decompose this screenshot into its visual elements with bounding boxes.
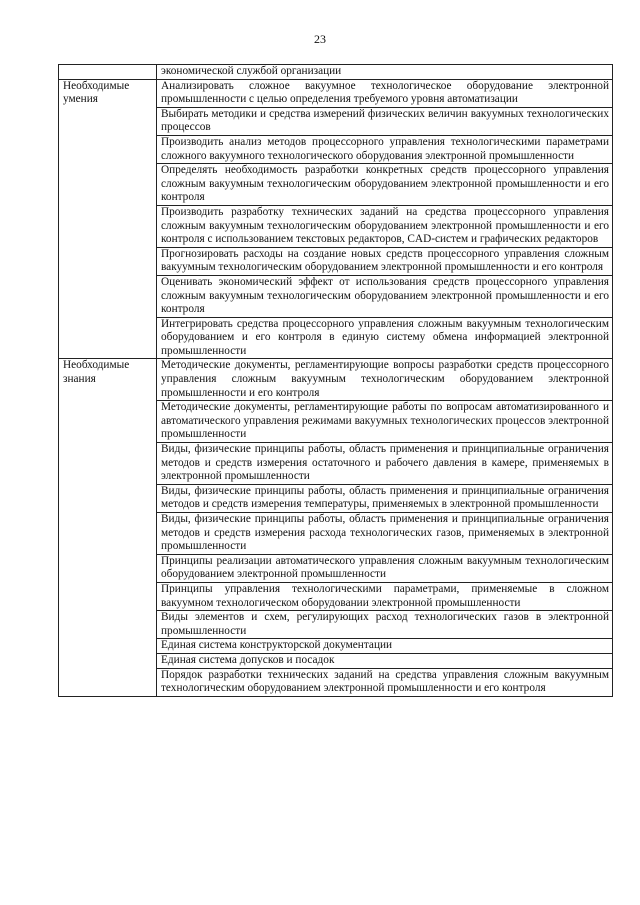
knowledge-item: Виды, физические принципы работы, область применения и принципиальные ограничения методов и средств измерения расхода технологических газов, применяемых в электронной промышленности [157, 513, 613, 555]
knowledge-item: Виды, физические принципы работы, область применения и принципиальные ограничения методов и средств измерения температуры, применяемых в электронной промышленности [157, 484, 613, 512]
section-label-skills: Необходимые умения [59, 79, 157, 359]
skill-item: Производить разработку технических заданий на средства процессорного управления сложным вакуумным технологическим оборудованием электронной промышленности и его контроля с использованием текстовых редакторов, CAD-систем и графических редакторов [157, 205, 613, 247]
table-row [59, 65, 613, 80]
competency-table [58, 64, 613, 697]
knowledge-item: Виды элементов и схем, регулирующих расход технологических газов в электронной промышленности [157, 611, 613, 639]
skill-item: Производить анализ методов процессорного управления технологическими параметрами сложного вакуумного технологического оборудования электронной промышленности [157, 135, 613, 163]
table-row [59, 359, 613, 401]
empty-label-cell [59, 65, 157, 80]
skill-item: Оценивать экономический эффект от использования средств процессорного управления сложным вакуумным технологическим оборудованием электронной промышленности и его контроля [157, 275, 613, 317]
skill-item: Определять необходимость разработки конкретных средств процессорного управления сложным вакуумным технологическим оборудованием электронной промышленности и его контроля [157, 164, 613, 206]
knowledge-item: Принципы реализации автоматического управления сложным вакуумным технологическим оборудованием электронной промышленности [157, 554, 613, 582]
knowledge-item: Виды, физические принципы работы, область применения и принципиальные ограничения методов и средств измерения остаточного и рабочего давления в камере, применяемых в электронной промышленности [157, 443, 613, 485]
page-number: 23 [314, 32, 326, 46]
table-row [59, 79, 613, 107]
knowledge-item: Единая система допусков и посадок [157, 653, 613, 668]
knowledge-item: Методические документы, регламентирующие работы по вопросам автоматизированного и автоматического управления режимами вакуумных технологических процессов электронной промышленности [157, 401, 613, 443]
section-label-knowledge: Необходимые знания [59, 359, 157, 696]
skill-item: Анализировать сложное вакуумное технологическое оборудование электронной промышленности с целью определения требуемого уровня автоматизации [157, 79, 613, 107]
continuation-cell: экономической службой организации [157, 65, 613, 80]
knowledge-item: Принципы управления технологическими параметрами, применяемые в сложном вакуумном технологическом оборудовании электронной промышленности [157, 582, 613, 610]
knowledge-item: Методические документы, регламентирующие вопросы разработки средств процессорного управления сложным вакуумным технологическим оборудованием электронной промышленности и его контроля [157, 359, 613, 401]
skill-item: Интегрировать средства процессорного управления сложным вакуумным технологическим оборудованием и его контроля в единую систему обмена информацией электронной промышленности [157, 317, 613, 359]
skill-item: Выбирать методики и средства измерений физических величин вакуумных технологических процессов [157, 107, 613, 135]
knowledge-item: Порядок разработки технических заданий на средства управления сложным вакуумным технологическим оборудованием электронной промышленности и его контроля [157, 668, 613, 696]
knowledge-item: Единая система конструкторской документации [157, 639, 613, 654]
skill-item: Прогнозировать расходы на создание новых средств процессорного управления сложным вакуумным технологическим оборудованием электронной промышленности и его контроля [157, 247, 613, 275]
